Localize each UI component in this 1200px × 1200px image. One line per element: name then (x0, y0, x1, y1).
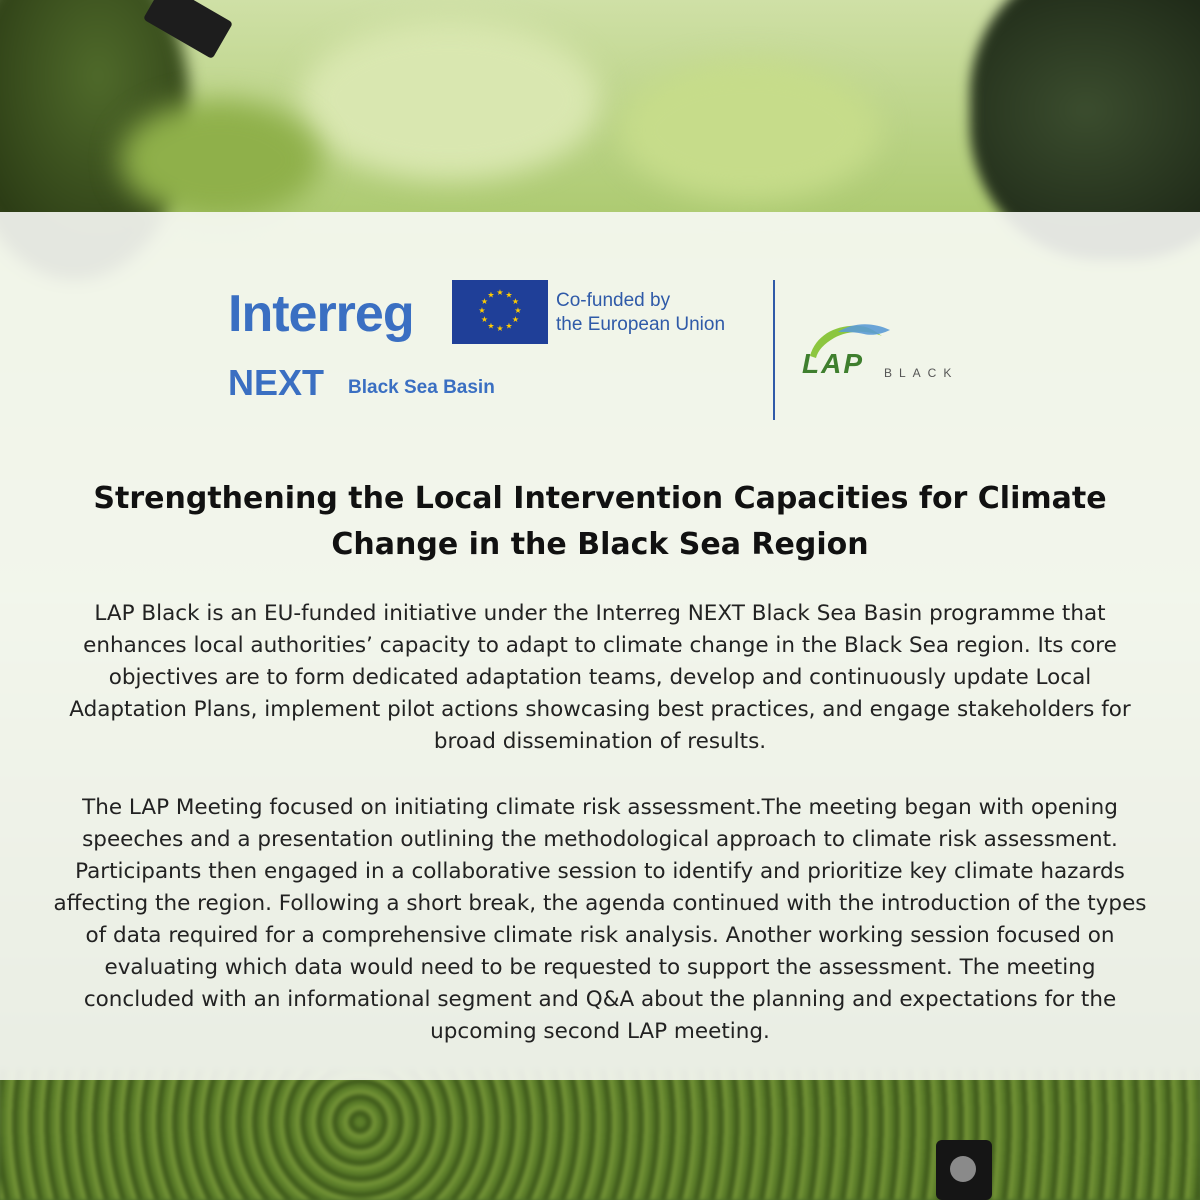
svg-text:★: ★ (487, 290, 495, 300)
lap-logo-black: BLACK (884, 366, 959, 380)
black-sea-basin-text: Black Sea Basin (348, 377, 495, 398)
svg-text:★: ★ (480, 297, 489, 306)
lap-logo-letters: LAP (802, 348, 864, 379)
foliage-highlight (300, 20, 600, 180)
eu-flag-icon (452, 280, 548, 344)
interreg-logo-text: Interreg (228, 285, 414, 343)
svg-text:★: ★ (505, 321, 513, 331)
foliage-highlight (120, 100, 320, 220)
svg-text:★: ★ (478, 306, 486, 315)
foliage-highlight (620, 60, 880, 200)
svg-text:★: ★ (496, 324, 504, 333)
svg-text:★: ★ (480, 315, 489, 324)
meeting-paragraph: The LAP Meeting focused on initiating climate risk assessment.The meeting began with opening speeches and a presentation outlining the methodological approach to climate risk assessment. Participants then engaged in a collaborative session to identify and prioritize key climate hazards affecting the region. Following a short break, the agenda continued with the introduction of the types of data required for a comprehensive climate risk analysis. Another working session focused on evaluating which data would need to be requested to support the assessment. The meeting concluded with an informational segment and Q&A about the planning and expectations for the upcoming second LAP meeting. (53, 795, 1147, 1044)
lamp-bottom (936, 1140, 992, 1200)
eu-cofunded-line2: the European Union (556, 314, 726, 335)
intro-paragraph: LAP Black is an EU-funded initiative under the Interreg NEXT Black Sea Basin programme that enhances local authorities’ capacity to adapt to climate change in the Black Sea region. Its core objectives are to form dedicated adaptation teams, develop and continuously update Local Adaptation Plans, implement pilot actions showcasing best practices, and engage stakeholders for broad dissemination of results. (69, 601, 1131, 754)
page-title: Strengthening the Local Intervention Capacities for Climate Change in the Black Sea Region (93, 481, 1107, 562)
next-logo-text: NEXT (228, 362, 325, 403)
svg-text:★: ★ (514, 306, 522, 315)
svg-text:★: ★ (496, 288, 504, 297)
eu-cofunded-line1: Co-funded by (556, 290, 671, 311)
eu-cofunded-text (556, 289, 725, 337)
svg-text:★: ★ (505, 290, 513, 300)
bottom-foliage (0, 1070, 1200, 1200)
svg-text:★: ★ (511, 315, 520, 324)
svg-text:★: ★ (511, 297, 520, 306)
logo-divider (773, 280, 775, 420)
svg-text:★: ★ (487, 321, 495, 331)
